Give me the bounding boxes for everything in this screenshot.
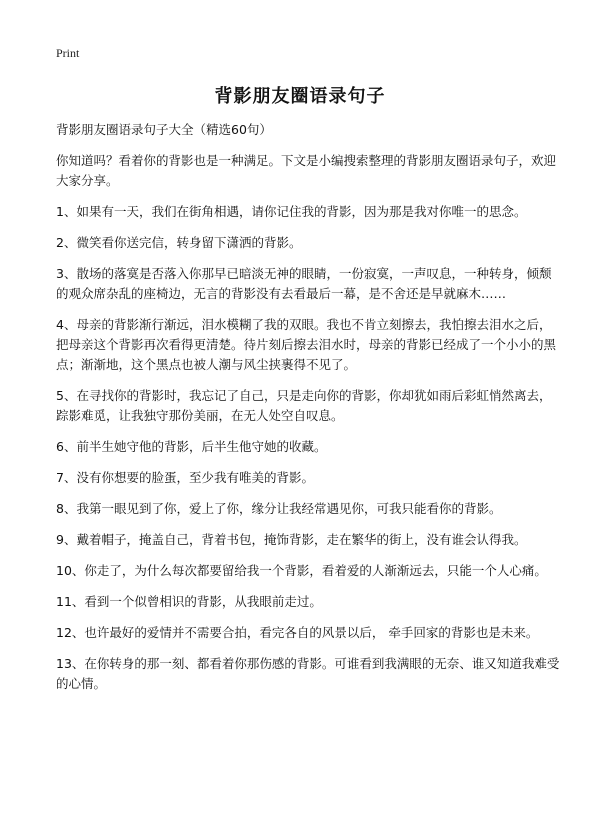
quote-item-3: 3、散场的落寞是否落入你那早已暗淡无神的眼睛，一份寂寞，一声叹息，一种转身，倾颓的观众席杂乱的座椅边，无言的背影没有去看最后一幕，是不舍还是早就麻木…… <box>56 266 552 301</box>
quote-item-8: 8、我第一眼见到了你，爱上了你，缘分让我经常遇见你，可我只能看你的背影。 <box>56 501 502 516</box>
intro-paragraph: 你知道吗？看着你的背影也是一种满足。下文是小编搜索整理的背影朋友圈语录句子，欢迎大家分享。 <box>56 153 557 188</box>
quote-item-4: 4、母亲的背影渐行渐远，泪水模糊了我的双眼。我也不肯立刻擦去，我怕擦去泪水之后，把母亲这个背影再次看得更清楚。待片刻后擦去泪水时，母亲的背影已经成了一个小小的黑点；渐渐地，这个黑点也被人潮与风尘挟裹得不见了。 <box>56 317 557 372</box>
article-body <box>56 151 560 705</box>
quote-item-9: 9、戴着帽子，掩盖自己，背着书包，掩饰背影，走在繁华的街上，没有谁会认得我。 <box>56 532 527 547</box>
quote-item-12: 12、也许最好的爱情并不需要合拍，看完各自的风景以后， 牵手回家的背影也是未来。 <box>56 625 539 640</box>
page-title: 背影朋友圈语录句子 <box>214 86 386 107</box>
page-subtitle: 背影朋友圈语录句子大全（精选60句） <box>56 122 272 137</box>
quote-item-13: 13、在你转身的那一刻、都看着你那伤感的背影。可谁看到我满眼的无奈、谁又知道我难受的心情。 <box>56 656 560 691</box>
quote-item-6: 6、前半生她守他的背影，后半生他守她的收藏。 <box>56 439 327 454</box>
quote-item-5: 5、在寻找你的背影时，我忘记了自己，只是走向你的背影，你却犹如雨后彩虹悄然离去，踪影难觅，让我独守那份美丽，在无人处空自叹息。 <box>56 388 552 423</box>
quote-item-2: 2、微笑看你送完信，转身留下潇洒的背影。 <box>56 235 302 250</box>
quote-item-11: 11、看到一个似曾相识的背影，从我眼前走过。 <box>56 594 322 609</box>
quote-item-1: 1、如果有一天，我们在街角相遇，请你记住我的背影，因为那是我对你唯一的思念。 <box>56 204 527 219</box>
quote-item-7: 7、没有你想要的脸蛋，至少我有唯美的背影。 <box>56 470 314 485</box>
quote-item-10: 10、你走了，为什么每次都要留给我一个背影，看着爱的人渐渐远去，只能一个人心痛。 <box>56 563 547 578</box>
print-link[interactable]: Print <box>56 46 80 60</box>
